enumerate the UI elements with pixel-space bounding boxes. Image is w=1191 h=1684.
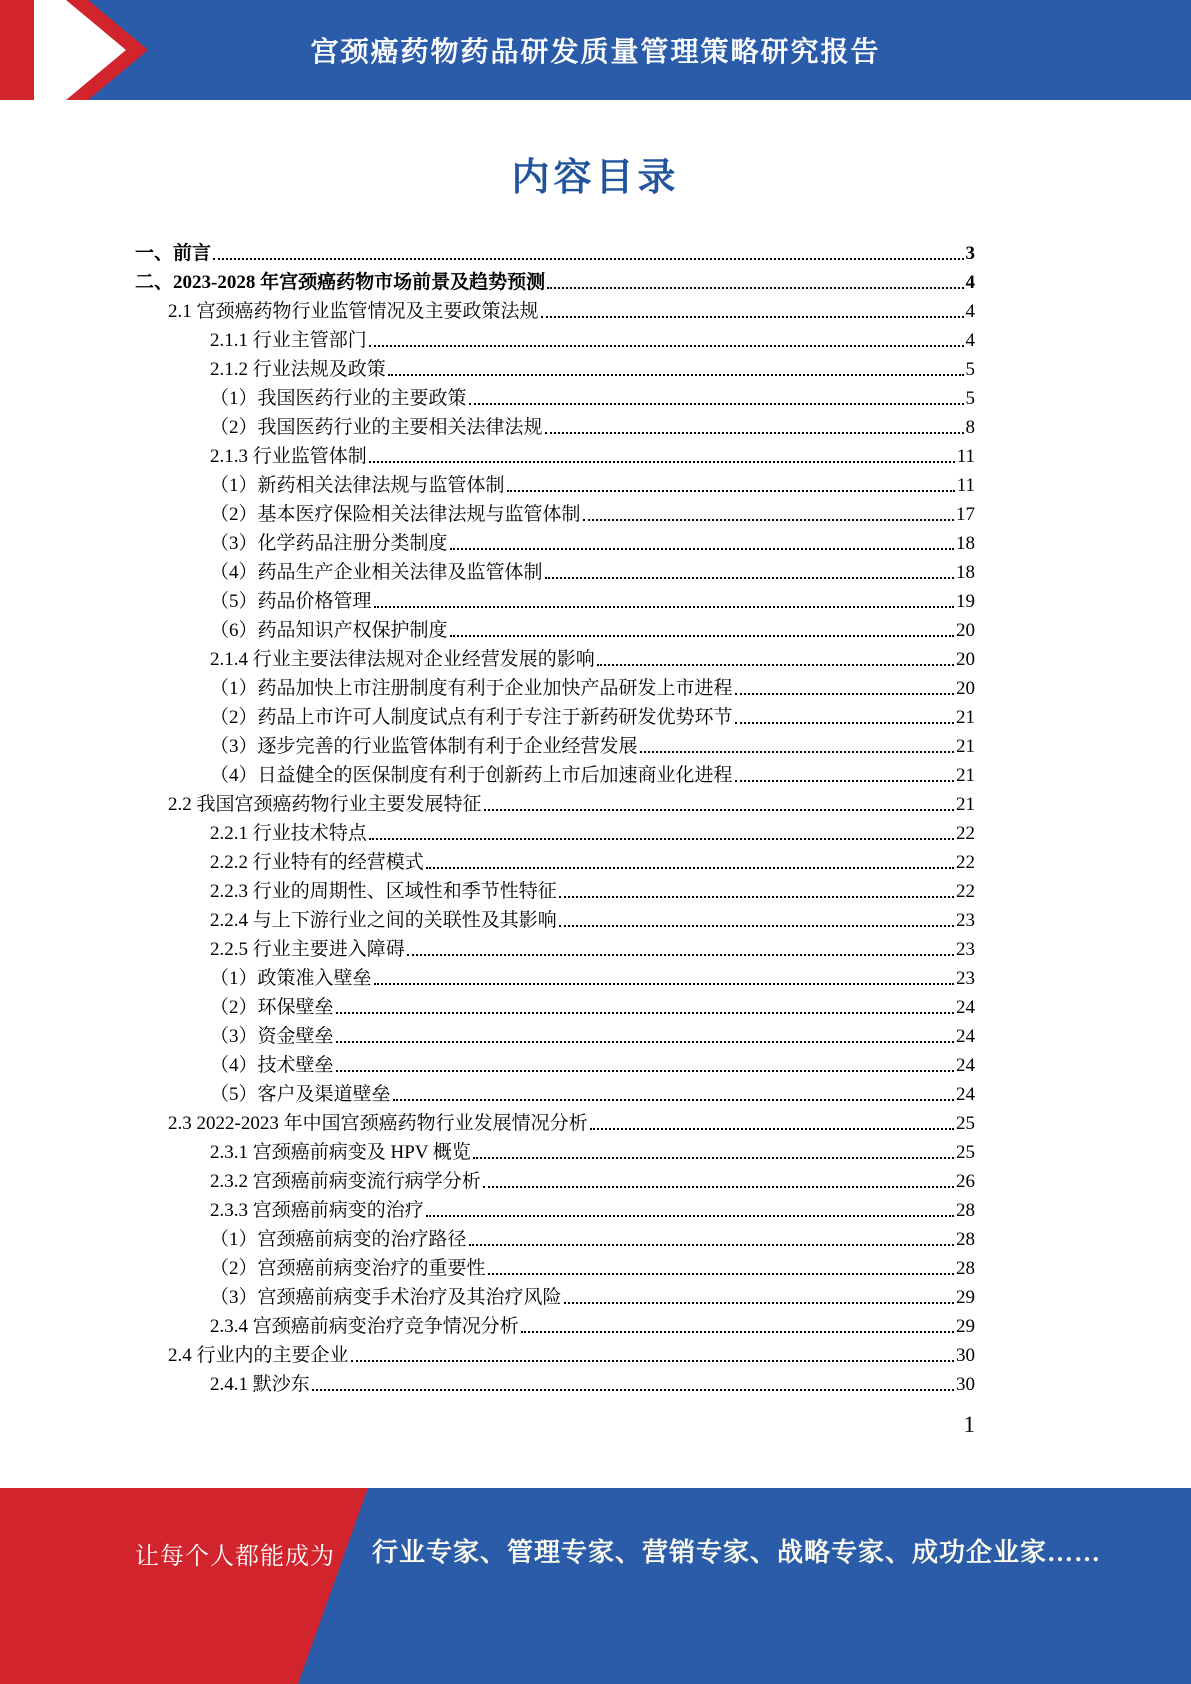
toc-leader-dots: [336, 1012, 954, 1014]
toc-entry-page: 24: [956, 997, 975, 1018]
toc-leader-dots: [545, 577, 954, 579]
toc-leader-dots: [312, 1389, 954, 1391]
toc-leader-dots: [484, 809, 954, 811]
toc-entry-page: 5: [965, 388, 975, 409]
toc-entry-page: 23: [956, 968, 975, 989]
toc-entry[interactable]: [135, 673, 975, 702]
toc-entry-label: 2.4.1 默沙东: [210, 1374, 310, 1395]
toc-entry-label: （2）基本医疗保险相关法律法规与监管体制: [210, 504, 581, 525]
toc-leader-dots: [407, 954, 954, 956]
toc-leader-dots: [541, 316, 964, 318]
toc-entry-label: 2.2.5 行业主要进入障碍: [210, 939, 405, 960]
toc-leader-dots: [393, 1099, 954, 1101]
toc-entry-label: 2.2 我国宫颈癌药物行业主要发展特征: [168, 794, 482, 815]
toc-entry-label: （1）我国医药行业的主要政策: [210, 388, 467, 409]
toc-entry-label: 2.2.2 行业特有的经营模式: [210, 852, 424, 873]
toc-leader-dots: [507, 490, 955, 492]
toc-leader-dots: [564, 1302, 954, 1304]
toc-leader-dots: [583, 519, 954, 521]
toc-leader-dots: [488, 1273, 954, 1275]
toc-entry-label: （3）化学药品注册分类制度: [210, 533, 448, 554]
toc-entry-label: 2.1 宫颈癌药物行业监管情况及主要政策法规: [168, 301, 539, 322]
toc-entry[interactable]: [135, 383, 975, 412]
toc-entry-label: 2.2.4 与上下游行业之间的关联性及其影响: [210, 910, 557, 931]
toc-entry-page: 4: [965, 301, 975, 322]
toc-entry-label: 2.3.4 宫颈癌前病变治疗竞争情况分析: [210, 1316, 519, 1337]
toc-entry-label: 2.1.4 行业主要法律法规对企业经营发展的影响: [210, 649, 595, 670]
toc-leader-dots: [369, 461, 955, 463]
toc-entry-page: 22: [956, 881, 975, 902]
toc-entry[interactable]: [135, 876, 975, 905]
toc-entry[interactable]: [135, 1282, 975, 1311]
toc-entry-page: 30: [956, 1345, 975, 1366]
footer-red-band: [0, 1488, 380, 1684]
toc-entry[interactable]: [135, 992, 975, 1021]
toc-leader-dots: [483, 1186, 954, 1188]
footer-slogan-right: 行业专家、管理专家、营销专家、战略专家、成功企业家……: [372, 1538, 1102, 1567]
toc-leader-dots: [521, 1331, 954, 1333]
toc-entry-page: 11: [956, 446, 975, 467]
toc-entry[interactable]: [135, 760, 975, 789]
toc-leader-dots: [547, 287, 963, 289]
toc-leader-dots: [735, 780, 954, 782]
toc-leader-dots: [374, 606, 954, 608]
toc-entry[interactable]: [135, 1340, 975, 1369]
toc-entry[interactable]: [135, 470, 975, 499]
toc-entry[interactable]: [135, 499, 975, 528]
toc-entry[interactable]: [135, 702, 975, 731]
toc-entry-page: 3: [965, 243, 975, 264]
toc-entry-label: 2.1.1 行业主管部门: [210, 330, 367, 351]
toc-entry-label: （3）宫颈癌前病变手术治疗及其治疗风险: [210, 1287, 562, 1308]
toc-entry-label: （3）逐步完善的行业监管体制有利于企业经营发展: [210, 736, 638, 757]
toc-entry-label: （5）药品价格管理: [210, 591, 372, 612]
toc-entry-label: （4）技术壁垒: [210, 1055, 334, 1076]
toc-entry-page: 28: [956, 1200, 975, 1221]
toc-leader-dots: [735, 693, 954, 695]
toc-entry-label: （2）我国医药行业的主要相关法律法规: [210, 417, 543, 438]
toc-leader-dots: [473, 1157, 954, 1159]
toc-entry-label: 2.1.2 行业法规及政策: [210, 359, 386, 380]
toc-leader-dots: [369, 345, 964, 347]
toc-title: 内容目录: [511, 157, 680, 199]
toc-leader-dots: [450, 635, 954, 637]
toc-entry-label: （2）环保壁垒: [210, 997, 334, 1018]
toc-entry-label: （2）宫颈癌前病变治疗的重要性: [210, 1258, 486, 1279]
toc-entry-page: 26: [956, 1171, 975, 1192]
toc-entry-label: （4）日益健全的医保制度有利于创新药上市后加速商业化进程: [210, 765, 733, 786]
toc-entry-page: 22: [956, 823, 975, 844]
toc-entry-page: 29: [956, 1287, 975, 1308]
toc-entry-page: 23: [956, 910, 975, 931]
toc-entry-label: 2.3.2 宫颈癌前病变流行病学分析: [210, 1171, 481, 1192]
report-title: 宫颈癌药物药品研发质量管理策略研究报告: [310, 36, 881, 67]
toc-entry-label: 2.2.3 行业的周期性、区域性和季节性特征: [210, 881, 557, 902]
toc-entry-page: 8: [965, 417, 975, 438]
toc-leader-dots: [597, 664, 954, 666]
toc-entry-page: 20: [956, 678, 975, 699]
footer-slogan-left: 让每个人都能成为: [135, 1543, 335, 1570]
page-number: 1: [963, 1412, 975, 1437]
toc-leader-dots: [640, 751, 954, 753]
toc-entry[interactable]: [135, 818, 975, 847]
page-footer: [0, 1488, 1191, 1684]
toc-entry[interactable]: [135, 528, 975, 557]
toc-entry[interactable]: [135, 354, 975, 383]
toc-entry[interactable]: [135, 1137, 975, 1166]
toc-entry[interactable]: [135, 441, 975, 470]
toc-entry-label: （1）宫颈癌前病变的治疗路径: [210, 1229, 467, 1250]
toc-entry-label: （1）政策准入壁垒: [210, 968, 372, 989]
toc-entry[interactable]: [135, 905, 975, 934]
toc-entry-page: 24: [956, 1026, 975, 1047]
toc-entry-page: 25: [956, 1142, 975, 1163]
toc-entry-page: 24: [956, 1055, 975, 1076]
toc-entry[interactable]: [135, 934, 975, 963]
toc-entry[interactable]: [135, 1195, 975, 1224]
toc-entry[interactable]: [135, 586, 975, 615]
toc-entry-page: 20: [956, 620, 975, 641]
toc-leader-dots: [450, 548, 954, 550]
toc-entry[interactable]: [135, 1253, 975, 1282]
toc-entry-page: 18: [956, 562, 975, 583]
toc-entry-page: 22: [956, 852, 975, 873]
toc-entry-page: 19: [956, 591, 975, 612]
toc-entry[interactable]: [135, 1369, 975, 1398]
toc-leader-dots: [469, 403, 964, 405]
toc-entry[interactable]: [135, 1224, 975, 1253]
toc-entry-page: 5: [965, 359, 975, 380]
toc-entry[interactable]: [135, 1166, 975, 1195]
toc-entry-label: 一、前言: [135, 243, 212, 264]
page-header: [0, 0, 1191, 100]
toc-entry-label: （6）药品知识产权保护制度: [210, 620, 448, 641]
toc-entry-page: 28: [956, 1229, 975, 1250]
toc-entry-page: 30: [956, 1374, 975, 1395]
toc-entry-page: 28: [956, 1258, 975, 1279]
toc-leader-dots: [559, 896, 954, 898]
toc-entry-page: 24: [956, 1084, 975, 1105]
toc-entry-page: 21: [956, 765, 975, 786]
toc-leader-dots: [388, 374, 964, 376]
toc-entry[interactable]: [135, 1050, 975, 1079]
toc-entry-label: 2.3.3 宫颈癌前病变的治疗: [210, 1200, 424, 1221]
toc-entry-page: 18: [956, 533, 975, 554]
toc-entry-label: 2.4 行业内的主要企业: [168, 1345, 349, 1366]
toc-entry-page: 29: [956, 1316, 975, 1337]
toc-entry[interactable]: [135, 412, 975, 441]
toc-leader-dots: [351, 1360, 954, 1362]
toc-entry-page: 23: [956, 939, 975, 960]
toc-entry[interactable]: [135, 267, 975, 296]
toc-entry[interactable]: [135, 238, 975, 267]
toc-entry-page: 4: [965, 330, 975, 351]
toc-leader-dots: [336, 1070, 954, 1072]
toc-entry[interactable]: [135, 1311, 975, 1340]
toc-entry[interactable]: [135, 963, 975, 992]
toc-leader-dots: [369, 838, 954, 840]
toc-leader-dots: [374, 983, 954, 985]
toc-entry-label: 2.2.1 行业技术特点: [210, 823, 367, 844]
toc-entry-page: 17: [956, 504, 975, 525]
toc-entry[interactable]: [135, 731, 975, 760]
toc-entry-page: 21: [956, 794, 975, 815]
toc-entry-label: （2）药品上市许可人制度试点有利于专注于新药研发优势环节: [210, 707, 733, 728]
toc-entry[interactable]: [135, 1079, 975, 1108]
toc-leader-dots: [545, 432, 964, 434]
toc-entry-label: （3）资金壁垒: [210, 1026, 334, 1047]
toc-entry-label: 2.1.3 行业监管体制: [210, 446, 367, 467]
toc-entry-page: 4: [965, 272, 975, 293]
toc-entry-label: 2.3.1 宫颈癌前病变及 HPV 概览: [210, 1142, 471, 1163]
toc-leader-dots: [426, 1215, 954, 1217]
toc-entry-label: （1）新药相关法律法规与监管体制: [210, 475, 505, 496]
table-of-contents: [135, 238, 975, 1398]
toc-entry[interactable]: [135, 296, 975, 325]
toc-entry[interactable]: [135, 1021, 975, 1050]
toc-entry-page: 21: [956, 736, 975, 757]
toc-leader-dots: [213, 258, 963, 260]
toc-entry[interactable]: [135, 1108, 975, 1137]
toc-leader-dots: [559, 925, 954, 927]
toc-entry-label: 二、2023-2028 年宫颈癌药物市场前景及趋势预测: [135, 272, 546, 293]
toc-entry-label: 2.3 2022-2023 年中国宫颈癌药物行业发展情况分析: [168, 1113, 588, 1134]
toc-entry-page: 11: [956, 475, 975, 496]
toc-entry-page: 20: [956, 649, 975, 670]
toc-entry[interactable]: [135, 789, 975, 818]
toc-entry-label: （5）客户及渠道壁垒: [210, 1084, 391, 1105]
toc-leader-dots: [469, 1244, 954, 1246]
toc-entry-page: 25: [956, 1113, 975, 1134]
toc-leader-dots: [735, 722, 954, 724]
toc-entry-page: 21: [956, 707, 975, 728]
toc-entry-label: （1）药品加快上市注册制度有利于企业加快产品研发上市进程: [210, 678, 733, 699]
toc-entry[interactable]: [135, 615, 975, 644]
toc-entry[interactable]: [135, 847, 975, 876]
toc-entry-label: （4）药品生产企业相关法律及监管体制: [210, 562, 543, 583]
toc-leader-dots: [336, 1041, 954, 1043]
toc-leader-dots: [426, 867, 954, 869]
toc-entry[interactable]: [135, 557, 975, 586]
toc-entry[interactable]: [135, 644, 975, 673]
toc-leader-dots: [590, 1128, 954, 1130]
toc-entry[interactable]: [135, 325, 975, 354]
